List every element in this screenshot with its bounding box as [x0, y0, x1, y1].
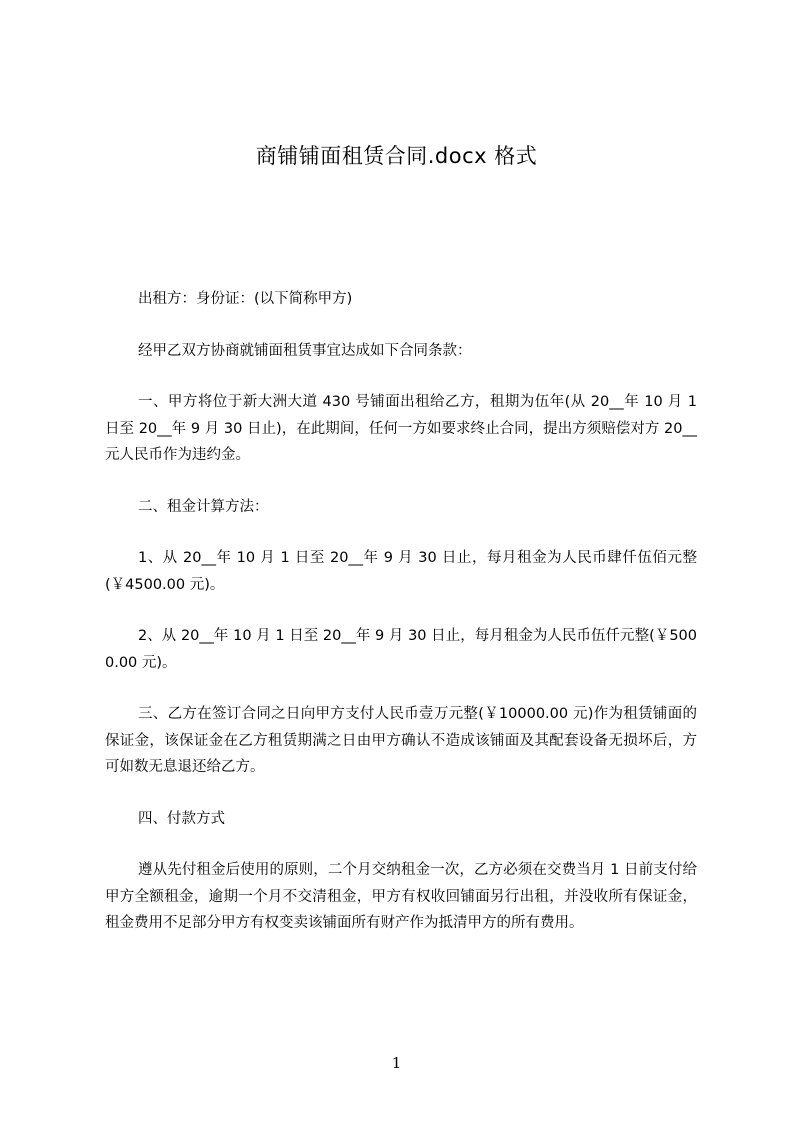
paragraph-clause-4-heading: 四、付款方式 — [138, 810, 225, 827]
document-body — [105, 286, 697, 962]
page-number: 1 — [391, 1054, 402, 1072]
paragraph-clause-2-heading: 二、租金计算方法： — [138, 498, 269, 515]
document-title: 商铺铺面租赁合同.docx 格式 — [255, 144, 538, 168]
paragraph-rent-period-2: 2、从 20__年 10 月 1 日至 20__年 9 月 30 日止，每月租金为人民币伍仟元整(￥5000.00 元)。 — [105, 628, 697, 671]
paragraph-payment-terms: 遵从先付租金后使用的原则，二个月交纳租金一次，乙方必须在交费当月 1 日前支付给甲方全额租金，逾期一个月不交清租金，甲方有权收回铺面另行出租，并没收所有保证金，租金费用不足部分甲方有权变卖该铺面所有财产作为抵清甲方的所有费用。 — [105, 862, 697, 931]
paragraph-rent-period-1: 1、从 20__年 10 月 1 日至 20__年 9 月 30 日止，每月租金为人民币肆仟伍佰元整(￥4500.00 元)。 — [105, 550, 697, 593]
paragraph-lessor: 出租方：身份证：(以下简称甲方) — [138, 291, 353, 307]
paragraph-intro: 经甲乙双方协商就铺面租赁事宜达成如下合同条款： — [138, 342, 472, 359]
paragraph-clause-1: 一、甲方将位于新大洲大道 430 号铺面出租给乙方，租期为伍年(从 20__年 10 月 1 日至 20__年 9 月 30 日止)，在此期间，任何一方如要求终止合同，提出方须赔偿对方 20__元人民币作为违约金。 — [105, 394, 697, 463]
paragraph-clause-3: 三、乙方在签订合同之日向甲方支付人民币壹万元整(￥10000.00 元)作为租赁铺面的保证金，该保证金在乙方租赁期满之日由甲方确认不造成该铺面及其配套设备无损坏后，方可如数无息退还给乙方。 — [105, 706, 697, 775]
